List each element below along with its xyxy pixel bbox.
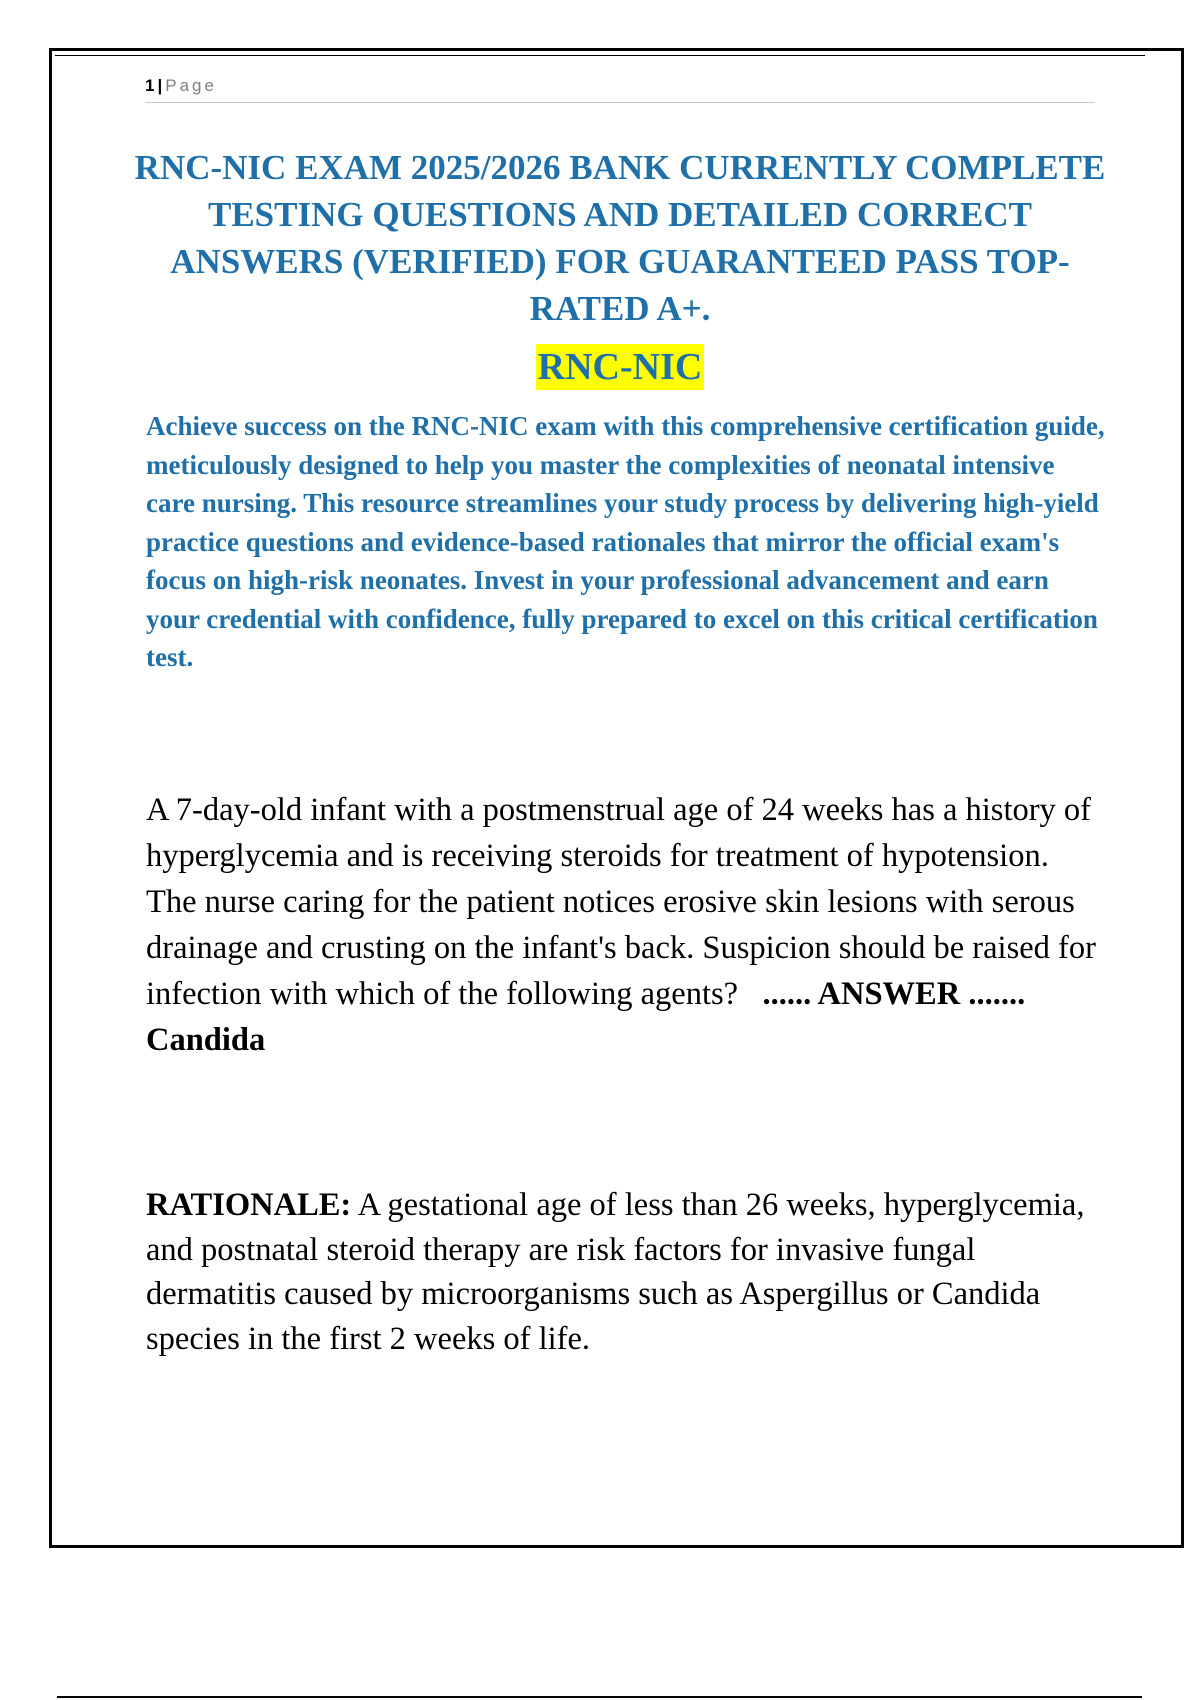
page-header <box>145 74 1095 103</box>
rationale-text: A gestational age of less than 26 weeks, hyperglycemia, and postnatal steroid therapy are risk factors for invasive fungal dermatitis caused by microorganisms such as Aspergillus or Candida species in the first 2 weeks of life. <box>146 1187 1085 1357</box>
highlight-tag-container <box>130 344 1110 390</box>
answer-marker: ...... ANSWER ....... <box>762 976 1026 1012</box>
document-title: RNC-NIC EXAM 2025/2026 BANK CURRENTLY COMPLETE TESTING QUESTIONS AND DETAILED CORRECT ANSWERS (VERIFIED) FOR GUARANTEED PASS TOP-RATED A+. <box>134 148 1106 328</box>
bottom-page-rule <box>57 1696 1142 1698</box>
question-text: A 7-day-old infant with a postmenstrual age of 24 weeks has a history of hyperglycemia and is receiving steroids for treatment of hypotension. The nurse caring for the patient notices erosive skin lesions with serous drainage and crusting on the infant's back. Suspicion should be raised for infection with which of the following agents? <box>146 792 1096 1012</box>
rationale-label: RATIONALE: <box>146 1187 352 1223</box>
question-block <box>146 787 1106 1063</box>
highlight-tag: RNC-NIC <box>537 346 703 388</box>
page-number: 1 <box>145 76 155 95</box>
answer-text: Candida <box>146 1022 266 1058</box>
page-label: Page <box>165 76 217 95</box>
rationale-block <box>146 1183 1106 1361</box>
intro-paragraph: Achieve success on the RNC-NIC exam with this comprehensive certification guide, meticulously designed to help you master the complexities of neonatal intensive care nursing. This resource streamlines your study process by delivering high-yield practice questions and evidence-based rationales that mirror the official exam's focus on high-risk neonates. Invest in your professional advancement and earn your credential with confidence, fully prepared to excel on this critical certification test. <box>146 411 1105 672</box>
page-border-top-rule <box>55 55 1145 56</box>
page-header-separator: | <box>157 76 163 95</box>
